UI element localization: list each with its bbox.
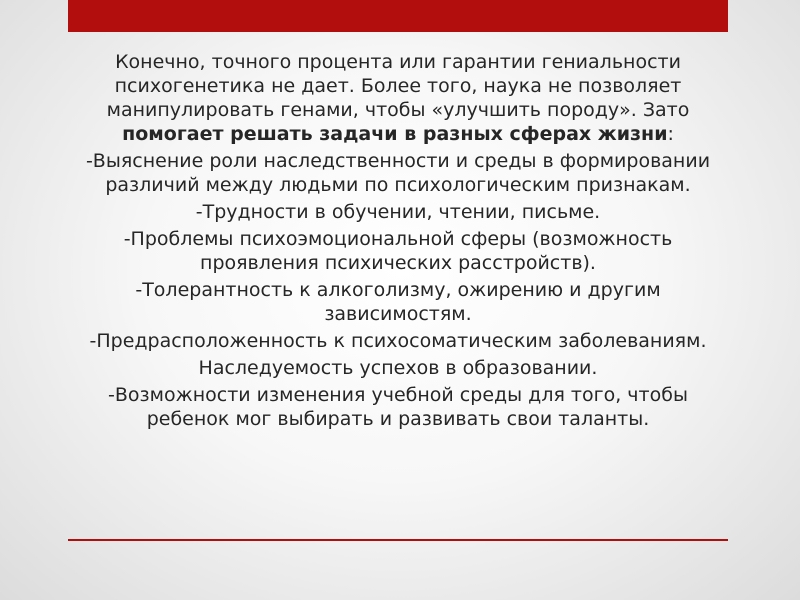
intro-colon: : [667,123,674,145]
list-item: -Возможности изменения учебной среды для того, чтобы ребенок мог выбирать и развивать свои таланты. [108,384,688,430]
list-item: -Предрасположенность к психосоматическим заболеваниям. [89,330,707,352]
bottom-accent-line [68,539,728,541]
slide-body [68,50,728,431]
list-item: -Выяснение роли наследственности и среды в формировании различий между людьми по психологическим признакам. [85,150,711,196]
top-accent-bar [68,0,728,32]
list-item: -Толерантность к алкоголизму, ожирению и другим зависимостям. [135,279,661,325]
list-item: Наследуемость успехов в образовании. [198,357,598,379]
list-item: -Трудности в обучении, чтении, письме. [195,201,601,223]
intro-bold-text: помогает решать задачи в разных сферах жизни [122,123,668,145]
intro-text: Конечно, точного процента или гарантии гениальности психогенетика не дает. Более того, наука не позволяет манипулировать генами, чтобы «улучшить породу». Зато [106,51,690,121]
list-item: -Проблемы психоэмоциональной сферы (возможность проявления психических расстройств). [123,228,673,274]
intro-paragraph [68,50,728,146]
